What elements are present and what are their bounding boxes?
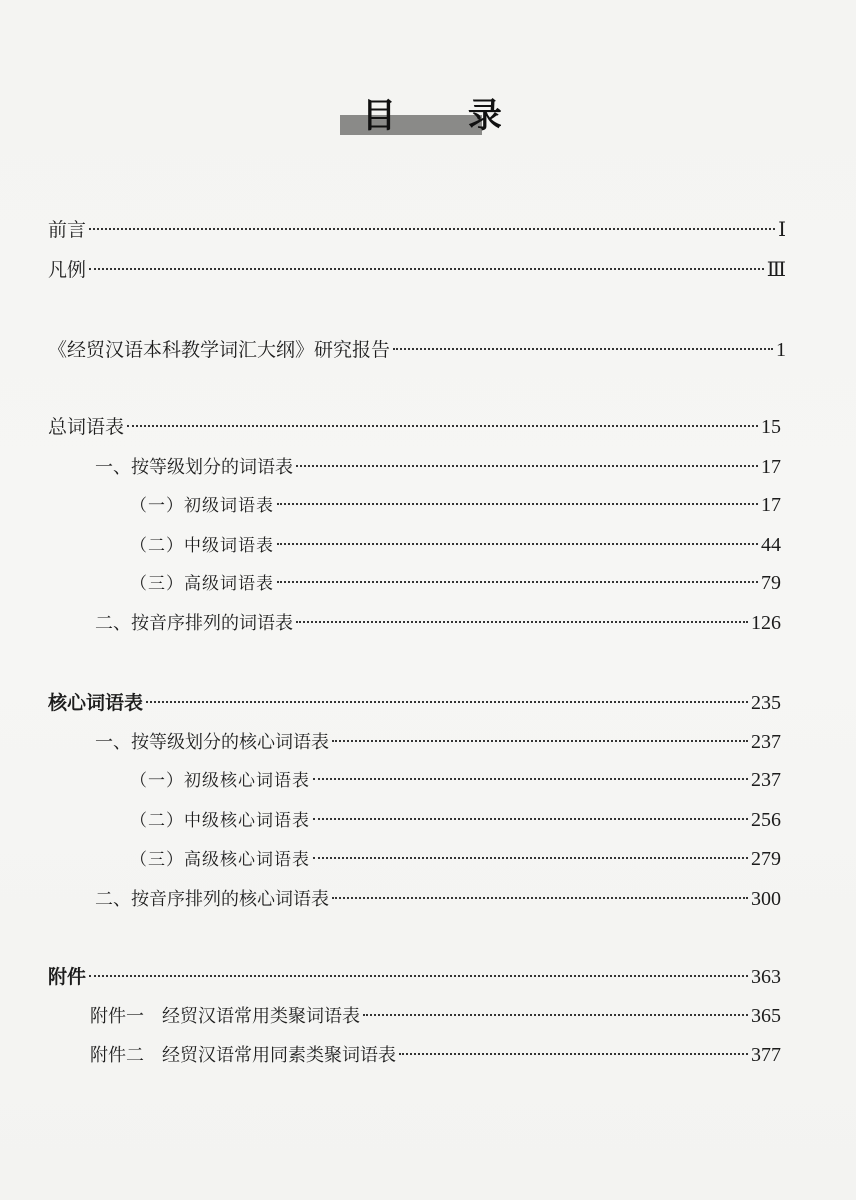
toc-title-block [340,95,532,137]
dot-leader [399,1053,748,1055]
dot-leader [146,701,748,703]
toc-entry-label: 前言 [48,219,87,241]
toc-entry-page: 1 [776,339,786,361]
toc-entry-page: 15 [761,416,781,438]
toc-entry-label: 一、按等级划分的词语表 [95,457,293,478]
toc-entry [130,765,781,795]
toc-entry [48,255,786,285]
dot-leader [313,778,748,780]
toc-entry-label: 二、按音序排列的核心词语表 [95,889,329,910]
toc-entry [130,805,781,835]
toc-entry-page: 300 [751,888,781,910]
toc-entry [130,568,781,598]
toc-entry [95,727,781,757]
toc-entry-page: 235 [751,692,781,714]
toc-entry [130,490,781,520]
toc-entry-page: 237 [751,731,781,753]
dot-leader [277,543,758,545]
dot-leader [89,228,775,230]
toc-entry [48,215,786,245]
toc-entry [95,884,781,914]
toc-entry [95,452,781,482]
toc-entry-page: 363 [751,966,781,988]
toc-entry-label: （一）初级核心词语表 [130,771,310,791]
toc-entry-page: 377 [751,1044,781,1066]
toc-entry [48,412,781,442]
toc-entry [48,335,786,365]
dot-leader [277,581,758,583]
dot-leader [332,897,748,899]
page-title: 目 录 [362,96,532,136]
toc-entry-label: 凡例 [48,259,87,281]
toc-entry-label: 《经贸汉语本科教学词汇大纲》研究报告 [48,339,391,361]
toc-entry-label: 附件一 经贸汉语常用类聚词语表 [90,1006,360,1027]
toc-entry-page: 279 [751,848,781,870]
dot-leader [332,740,748,742]
dot-leader [363,1014,748,1016]
dot-leader [393,348,773,350]
dot-leader [89,268,764,270]
toc-entry-label: 一、按等级划分的核心词语表 [95,732,329,753]
toc-entry [48,962,781,992]
dot-leader [296,621,748,623]
dot-leader [296,465,758,467]
toc-entry-page: 79 [761,572,781,594]
toc-entry-page: 126 [751,612,781,634]
toc-entry-label: （一）初级词语表 [130,496,274,516]
toc-entry-label: 总词语表 [48,416,125,438]
dot-leader [313,857,748,859]
toc-entry-page: 256 [751,809,781,831]
toc-entry-label: 核心词语表 [48,692,144,714]
toc-entry-label: （二）中级核心词语表 [130,811,310,831]
toc-entry [130,844,781,874]
toc-entry-label: （三）高级核心词语表 [130,850,310,870]
dot-leader [277,503,758,505]
toc-entry-page: Ⅰ [778,219,786,241]
toc-entry-label: 附件 [48,966,87,988]
dot-leader [127,425,758,427]
toc-entry-page: Ⅲ [766,259,786,281]
toc-entry-page: 237 [751,769,781,791]
toc-entry [90,1040,781,1070]
toc-entry-page: 17 [761,456,781,478]
toc-entry-page: 365 [751,1005,781,1027]
toc-entry-label: 二、按音序排列的词语表 [95,613,293,634]
toc-entry-label: （三）高级词语表 [130,574,274,594]
toc-entry-page: 17 [761,494,781,516]
toc-entry-label: （二）中级词语表 [130,536,274,556]
toc-entry-label: 附件二 经贸汉语常用同素类聚词语表 [90,1045,396,1066]
toc-entry [130,530,781,560]
dot-leader [89,975,748,977]
toc-entry-page: 44 [761,534,781,556]
dot-leader [313,818,748,820]
toc-entry [48,688,781,718]
toc-entry [90,1001,781,1031]
toc-entry [95,608,781,638]
